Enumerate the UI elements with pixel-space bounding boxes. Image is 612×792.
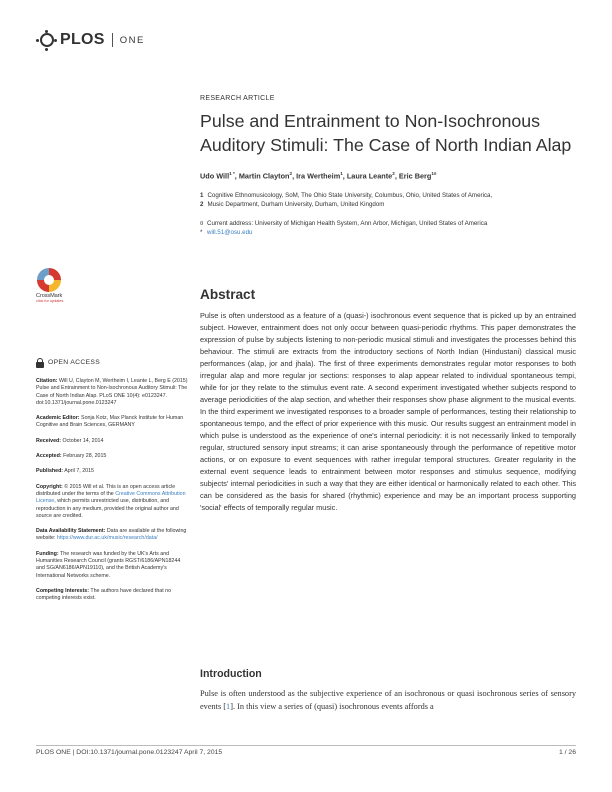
corresponding-email: * will.51@osu.edu xyxy=(200,229,253,237)
citation-block xyxy=(36,378,188,407)
accepted-date: February 28, 2015 xyxy=(63,453,107,460)
editor-text: Sonja Kotz, Max Planck Institute for Human Cognitive and Brain Sciences, GERMANY xyxy=(36,415,184,429)
author-affiliation-mark: 1¤ xyxy=(431,170,437,176)
footer-citation: PLOS ONE | DOI:10.1371/journal.pone.0123247 April 7, 2015 xyxy=(36,749,223,756)
page-number: 1 / 26 xyxy=(558,749,576,756)
abstract-heading: Abstract xyxy=(200,287,256,302)
article-info-sidebar xyxy=(36,358,188,611)
affiliation: 1 Cognitive Ethnomusicology, SoM, The Ohio State University, Columbus, Ohio, United States of America, xyxy=(200,192,493,200)
funding-block xyxy=(36,551,188,580)
introduction-text: Pulse is often understood as the subjective experience of an isochronous or quasi isochronous series of sensory events [1]. In this view a series of (quasi) isochronous events affords a xyxy=(200,689,576,712)
affiliation: 2 Music Department, Durham University, Durham, United Kingdom xyxy=(200,200,385,208)
article-type: RESEARCH ARTICLE xyxy=(200,95,275,102)
affiliations xyxy=(200,192,576,210)
author: Ira Wertheim xyxy=(296,171,341,181)
author: Eric Berg xyxy=(398,171,432,181)
data-availability-label: Data Availability Statement: xyxy=(36,528,106,535)
current-address: ¤ Current address: University of Michigan Health System, Ann Arbor, Michigan, United States of America xyxy=(200,219,488,227)
competing-interests-block xyxy=(36,588,188,603)
accepted-label: Accepted: xyxy=(36,453,62,460)
email-link[interactable]: will.51@osu.edu xyxy=(207,229,253,237)
abstract-text: Pulse is often understood as a feature of a (quasi-) isochronous event sequence that is picked up by an entrained subject. However, entrainment does not only occur between quasi-periodic rhythms. This paper demonstrates the expression of pulse by subjects listening to non-periodic musical stimuli and investigates the processes behind this behaviour. The stimuli are extracts from the introductory sections of North Indian (Hindustani) classical music performances (alap, jor and jhala). The first of three experiments demonstrates regular motor responses to both irregular alap and more regular jor sections: responses to alap appear related to individual spontaneous tempi, while for jor they relate to the stimulus event rate. A second experiment investigated whether subjects respond to average periodicities of the alap section, and whether their responses show phase alignment to the musical events. In the third experiment we investigated responses to a broader sample of performances, testing their relationship to spontaneous tempo, and the effect of prior experience with this music. Our results suggest an entrainment model in which pulse is understood as the experience of one's internal periodicity: it is not necessarily linked to temporally regular, structured sensory input streams; it can arise spontaneously through the performance of repetitive motor actions, or on exposure to event sequences with rather irregular temporal structures. Greater regularity in the external event sequence leads to entrainment between motor responses and stimulus sequence, modifying subjects' internal periodicities in such a way that they are either identical or harmonically related to each other. This can be considered as the basis for shared (rhythmic) experience and may be an important process supporting 'social' effects of temporally regular music. xyxy=(200,311,576,512)
crossmark-badge[interactable] xyxy=(36,268,62,303)
received-label: Received: xyxy=(36,437,62,444)
copyright-block xyxy=(36,484,188,520)
open-access-badge xyxy=(36,358,188,368)
funding-label: Funding: xyxy=(36,550,59,557)
footer-divider xyxy=(36,745,576,746)
citation-text: Will U, Clayton M, Wertheim I, Leante L, Berg E (2015) Pulse and Entrainment to Non-Isochronous Auditory Stimuli: The Case of North Indian Alap. PLoS ONE 10(4): e0123247. doi:10.1371/journal.pone.0123247 xyxy=(36,378,188,406)
data-availability-text: Data are available at the following website: xyxy=(36,528,187,542)
plos-logo-icon xyxy=(36,30,58,50)
funding-text: The research was funded by the UK's Arts and Humanities Research Council (grants RGST/6186/APN18244 and SG/AN6186/APN19110), and the British Academy's International Networks scheme. xyxy=(36,550,181,579)
crossmark-icon xyxy=(37,268,61,292)
published-date: April 7, 2015 xyxy=(64,468,95,475)
author-affiliation-mark: 1 * xyxy=(229,170,235,176)
author: Martin Clayton xyxy=(238,171,290,181)
citation-label: Citation: xyxy=(36,378,58,384)
copyright-label: Copyright: xyxy=(36,483,63,490)
author-notes xyxy=(200,219,576,238)
license-link[interactable]: Creative Commons Attribution License xyxy=(36,490,186,505)
logo-divider xyxy=(112,33,113,47)
received-date: October 14, 2014 xyxy=(62,437,104,444)
competing-interests-label: Competing Interests: xyxy=(36,587,89,594)
reference-link[interactable]: 1 xyxy=(226,702,231,712)
accepted-block xyxy=(36,453,188,460)
author-list: Udo Will$^{1 *}$, Martin Clayton$^2$, Ira Wertheim$^1$, Laura Leante$^2$, Eric Berg$^{1¤}$ xyxy=(200,170,437,181)
data-link[interactable]: https://www.dur.ac.uk/music/research/data/ xyxy=(56,535,158,542)
article-title: Pulse and Entrainment to Non-Isochronous Auditory Stimuli: The Case of North Indian Alap xyxy=(200,111,572,155)
open-lock-icon xyxy=(36,358,44,368)
author-affiliation-mark: 2 xyxy=(289,170,293,176)
editor-label: Academic Editor: xyxy=(36,415,80,422)
data-availability-block xyxy=(36,528,188,543)
published-block xyxy=(36,468,188,475)
article-header xyxy=(200,95,576,238)
introduction-heading: Introduction xyxy=(200,668,262,680)
editor-block xyxy=(36,415,188,430)
plos-one-logo[interactable] xyxy=(36,30,145,50)
competing-interests-text: The authors have declared that no competing interests exist. xyxy=(36,587,172,602)
copyright-text-end: , which permits unrestricted use, distribution, and reproduction in any medium, provided the original author and source are credited. xyxy=(36,498,179,519)
copyright-text: © 2015 Will et al. This is an open access article distributed under the terms of the xyxy=(36,483,176,497)
author: Laura Leante xyxy=(346,171,393,181)
logo-wordmark: PLOS xyxy=(60,31,105,48)
published-label: Published: xyxy=(36,468,64,475)
crossmark-label: CrossMark xyxy=(36,293,63,299)
author-affiliation-mark: 1 xyxy=(340,170,343,176)
open-access-label: OPEN ACCESS xyxy=(48,359,101,367)
author: Udo Will xyxy=(200,171,230,181)
received-block xyxy=(36,438,188,445)
journal-name: ONE xyxy=(119,34,145,46)
crossmark-sublabel: click for updates xyxy=(36,299,64,303)
author-affiliation-mark: 2 xyxy=(392,170,395,176)
